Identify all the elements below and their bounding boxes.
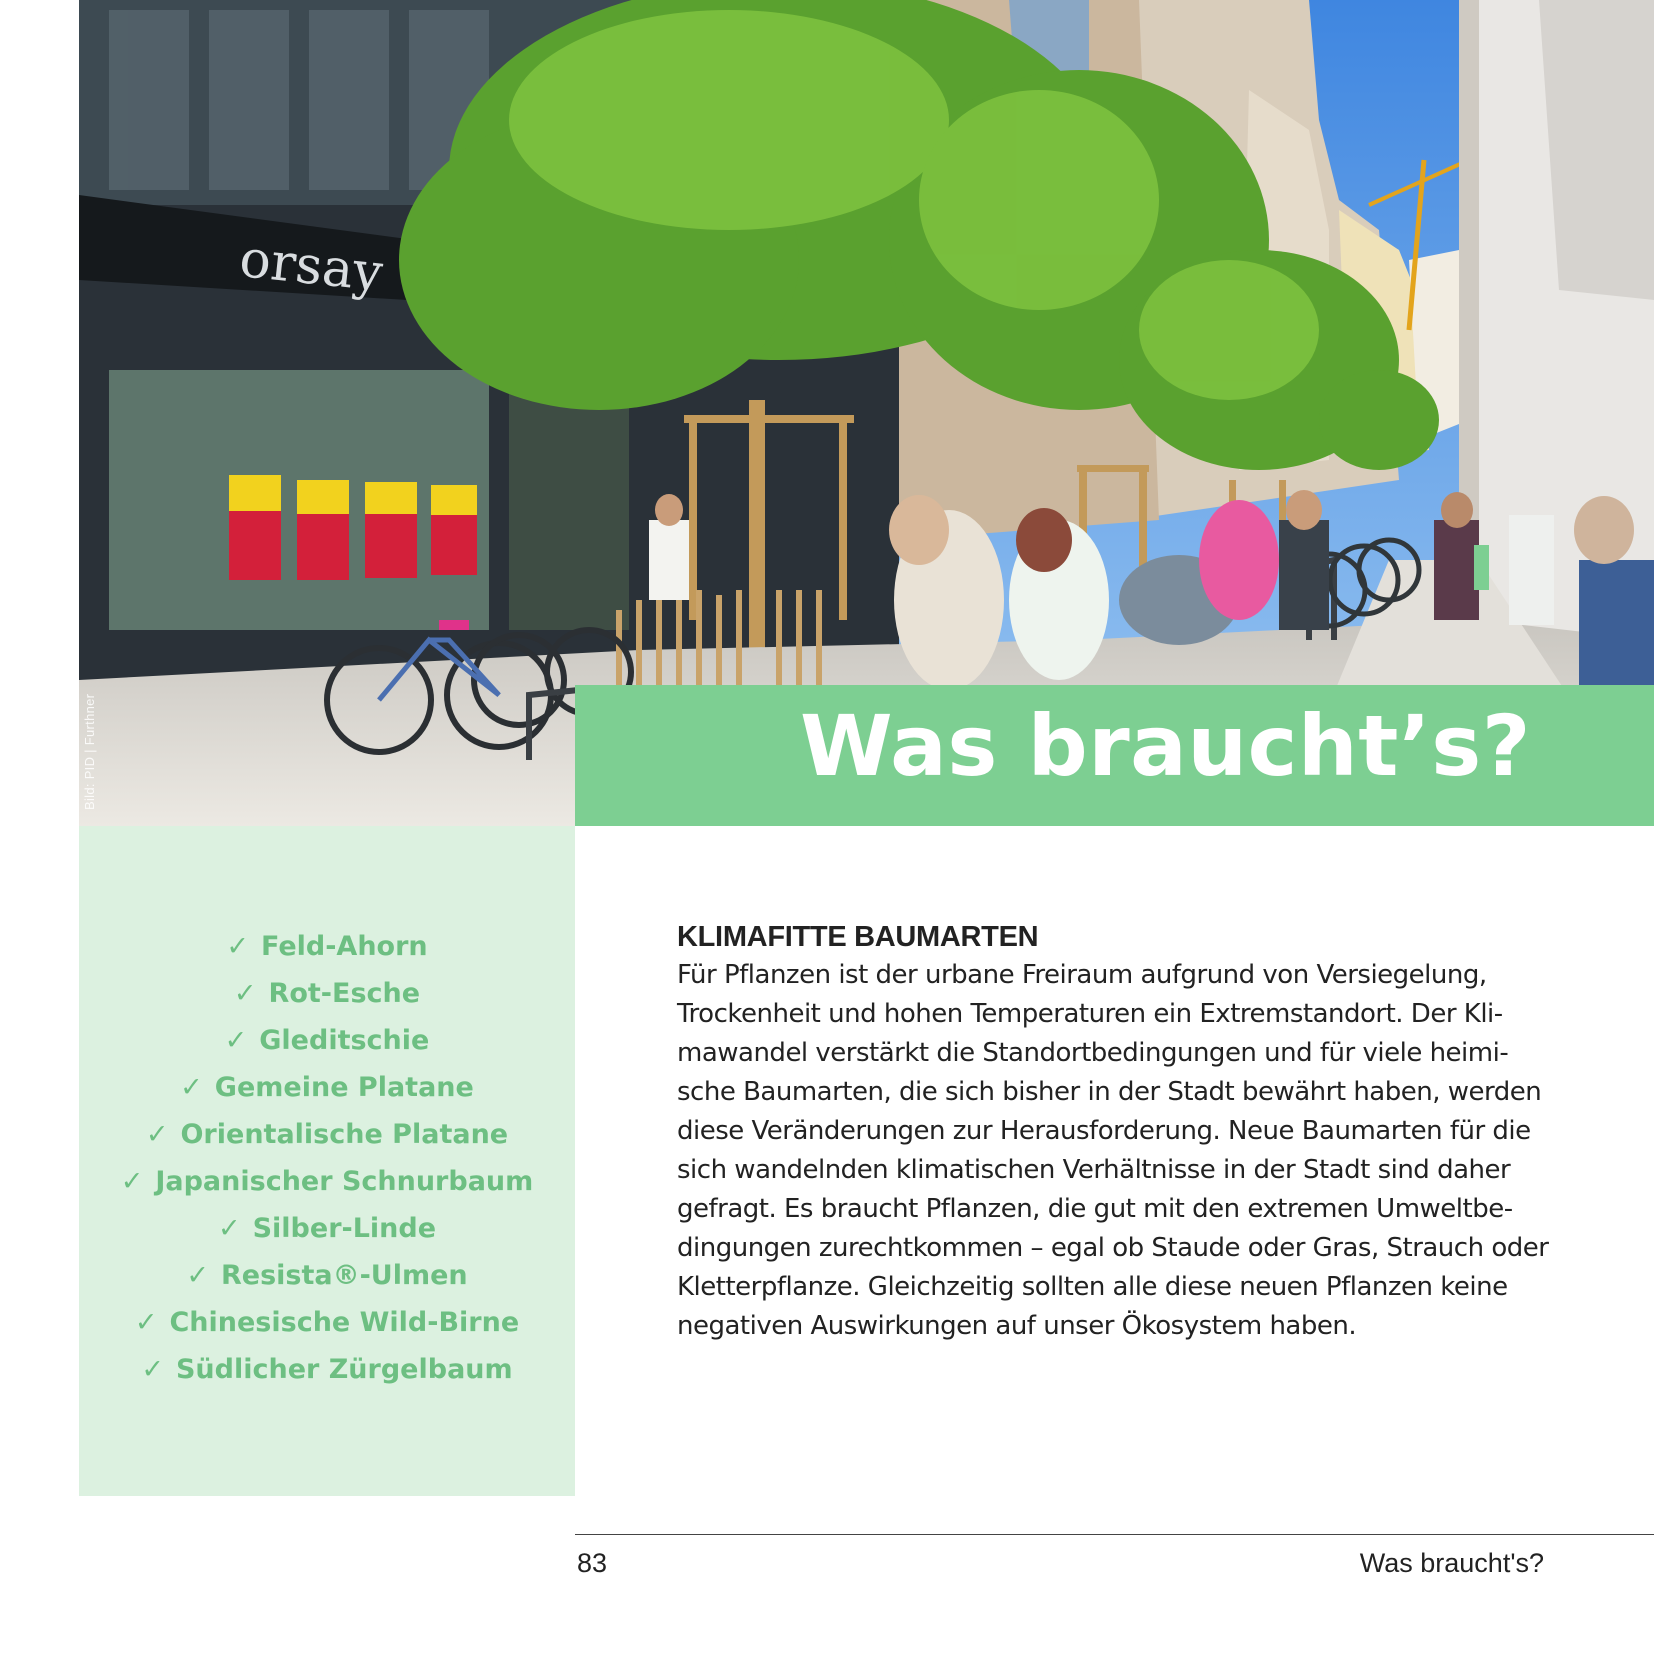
body-line: negativen Auswirkungen auf unser Ökosystem haben. (677, 1311, 1357, 1341)
check-icon: ✓ (145, 1119, 169, 1150)
footer-divider (575, 1534, 1654, 1535)
list-item: ✓ Gleditschie (224, 1025, 430, 1056)
body-line: Trockenheit und hohen Temperaturen ein Extremstandort. Der Kli- (677, 999, 1503, 1029)
species-list (79, 923, 575, 1393)
body-line: sich wandelnden klimatischen Verhältnisse in der Stadt sind daher (677, 1155, 1511, 1185)
running-head: Was braucht's? (1359, 1548, 1544, 1578)
body-line: mawandel verstärkt die Standortbedingungen und für viele heimi- (677, 1038, 1509, 1068)
list-item: ✓ Resista®-Ulmen (186, 1260, 468, 1291)
check-icon: ✓ (217, 1213, 241, 1244)
list-item: ✓ Orientalische Platane (145, 1119, 509, 1150)
orsay-sign: orsay (236, 229, 386, 304)
list-item: ✓ Chinesische Wild-Birne (134, 1307, 520, 1338)
body-line: gefragt. Es braucht Pflanzen, die gut mit den extremen Umweltbe- (677, 1194, 1513, 1224)
body-line: Für Pflanzen ist der urbane Freiraum aufgrund von Versiegelung, (677, 960, 1487, 990)
check-icon: ✓ (226, 931, 249, 962)
page-title: Was braucht’s? (800, 697, 1532, 795)
body-line: dingungen zurechtkommen – egal ob Staude oder Gras, Strauch oder (677, 1233, 1549, 1263)
list-item: ✓ Rot-Esche (233, 978, 421, 1009)
article-heading: KLIMAFITTE BAUMARTEN (677, 921, 1039, 953)
species-panel (79, 826, 575, 1496)
body-line: diese Veränderungen zur Herausforderung. Neue Baumarten für die (677, 1116, 1531, 1146)
check-icon: ✓ (186, 1260, 209, 1291)
check-icon: ✓ (134, 1307, 158, 1338)
list-item: ✓ Silber-Linde (217, 1213, 437, 1244)
check-icon: ✓ (233, 978, 257, 1009)
body-line: sche Baumarten, die sich bisher in der Stadt bewährt haben, werden (677, 1077, 1542, 1107)
title-band (575, 685, 1654, 826)
list-item: ✓ Feld-Ahorn (226, 931, 428, 962)
body-line: Kletterpflanze. Gleichzeitig sollten alle diese neuen Pflanzen keine (677, 1272, 1508, 1302)
list-item: ✓ Südlicher Zürgelbaum (141, 1354, 513, 1385)
list-item: ✓ Japanischer Schnurbaum (120, 1166, 534, 1197)
article-body (677, 956, 1557, 1346)
list-item: ✓ Gemeine Platane (180, 1072, 474, 1103)
photo-credit: Bild: PID | Furthner (82, 693, 97, 810)
check-icon: ✓ (180, 1072, 203, 1103)
article (677, 918, 1557, 1346)
page-number: 83 (577, 1548, 608, 1578)
check-icon: ✓ (141, 1354, 164, 1385)
check-icon: ✓ (120, 1166, 144, 1197)
check-icon: ✓ (224, 1025, 248, 1056)
